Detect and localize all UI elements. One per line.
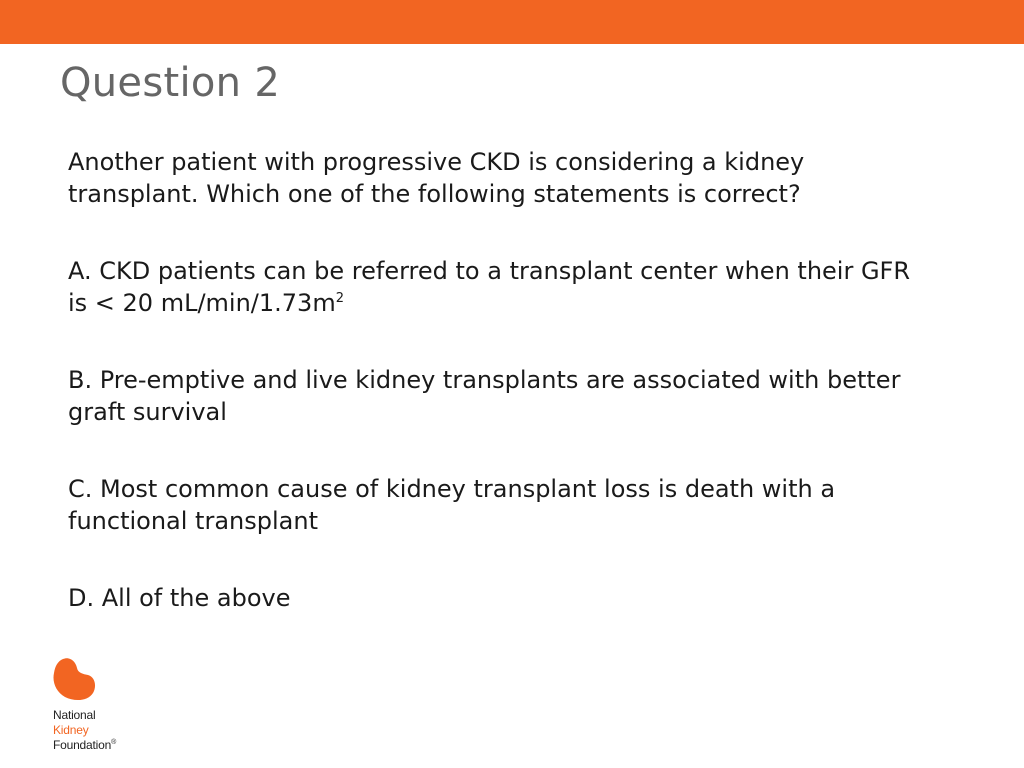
logo-line-national: National xyxy=(53,708,96,722)
option-d: D. All of the above xyxy=(68,584,291,612)
logo-line-foundation xyxy=(53,738,116,753)
registered-mark: ® xyxy=(111,739,117,746)
logo-wordmark xyxy=(53,708,116,753)
logo-foundation-text: Foundation xyxy=(53,738,112,752)
slide-title: Question 2 xyxy=(60,60,281,106)
logo-line-kidney: Kidney xyxy=(53,723,89,737)
top-accent-bar xyxy=(0,0,1024,44)
kidney-icon xyxy=(53,656,97,702)
option-a-text: A. CKD patients can be referred to a transplant center when their GFR is < 20 mL/min/1.73m xyxy=(68,257,911,317)
nkf-logo xyxy=(53,656,163,756)
question-text: Another patient with progressive CKD is considering a kidney transplant. Which one of the following statements is correct? xyxy=(68,148,805,208)
option-a-superscript: 2 xyxy=(335,291,344,306)
option-b: B. Pre-emptive and live kidney transplants are associated with better graft survival xyxy=(68,366,901,426)
option-a xyxy=(68,255,928,319)
slide-body xyxy=(68,146,928,614)
option-c: C. Most common cause of kidney transplant loss is death with a functional transplant xyxy=(68,475,836,535)
